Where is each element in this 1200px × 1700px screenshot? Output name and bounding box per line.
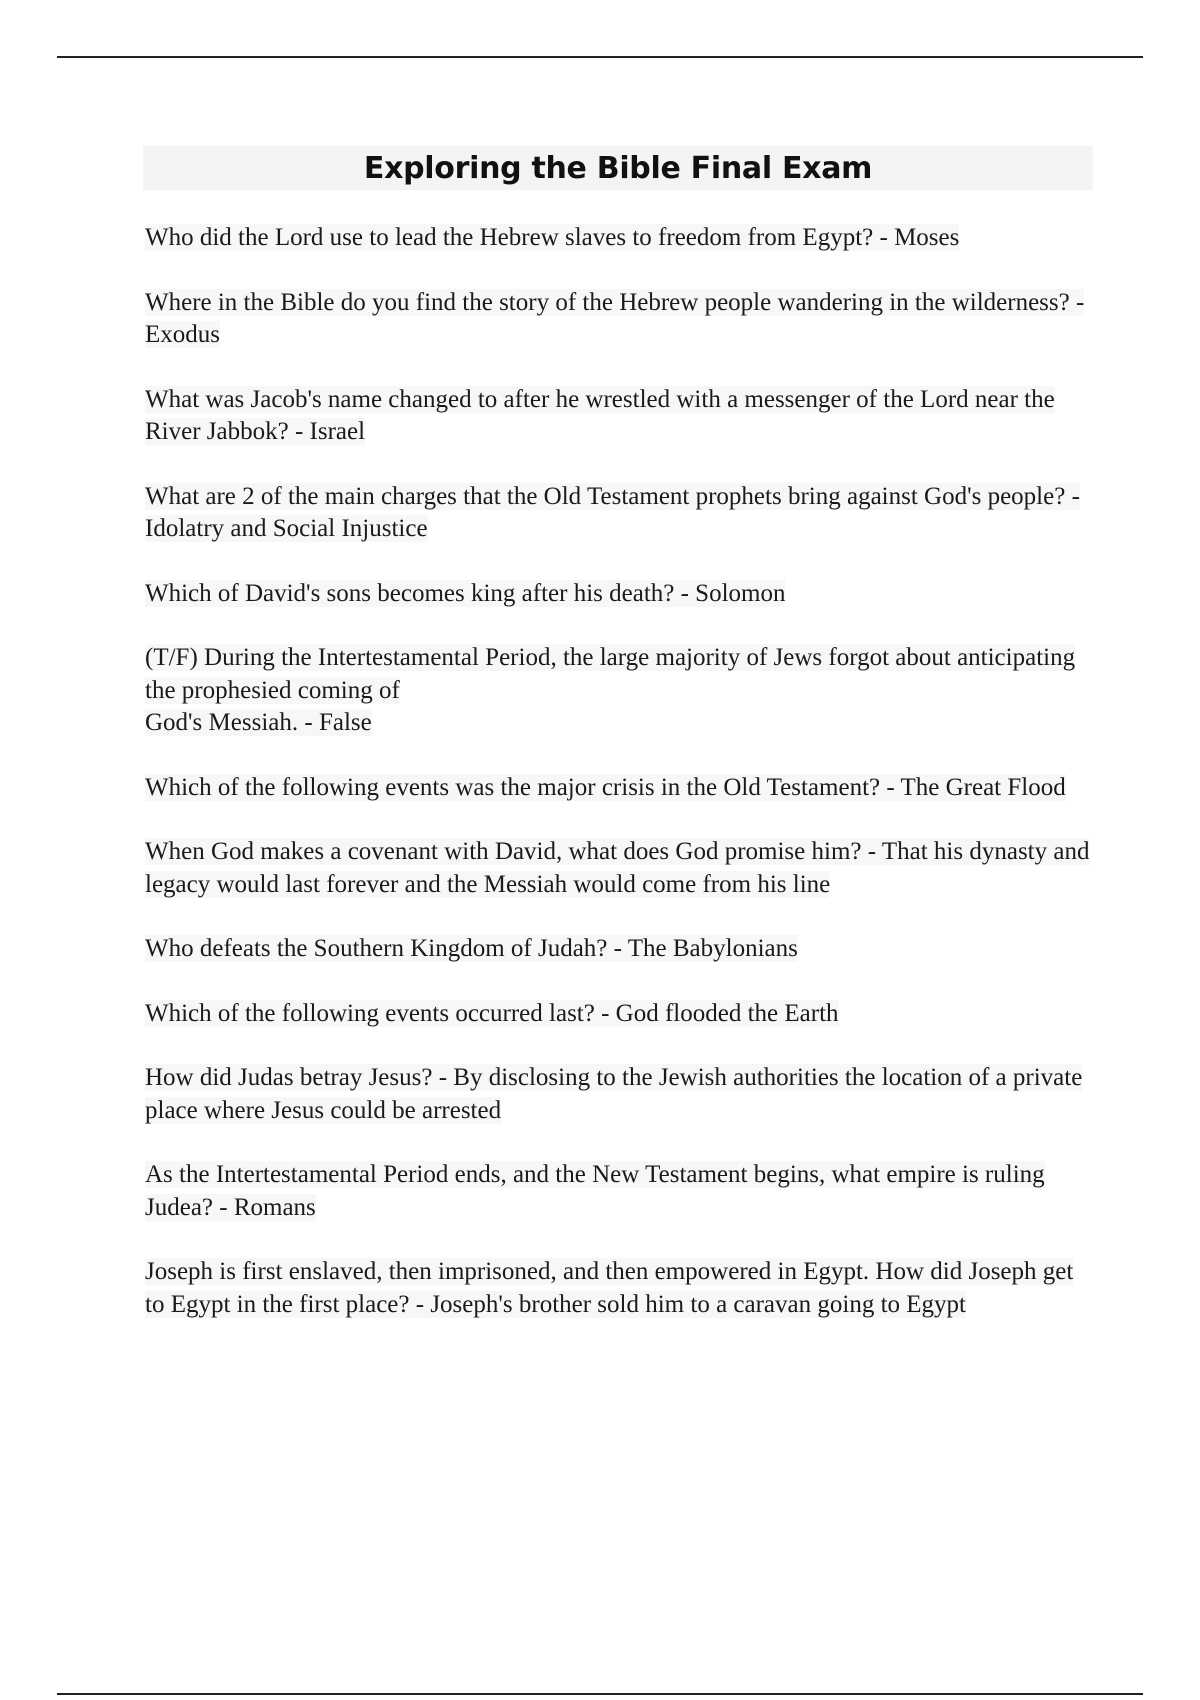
question-item (145, 998, 1090, 1031)
question-item (145, 642, 1090, 740)
question-item (145, 384, 1090, 449)
question-text: As the Intertestamental Period ends, and the New Testament begins, what empire is ruling Judea? - Romans (145, 1161, 1045, 1221)
question-text: How did Judas betray Jesus? - By disclosing to the Jewish authorities the location of a private place where Jesus could be arrested (145, 1064, 1083, 1124)
header-rule (57, 56, 1143, 58)
question-text: (T/F) During the Intertestamental Period, the large majority of Jews forgot about anticipating the prophesied coming of God's Messiah. - False (145, 644, 1076, 736)
question-text: What was Jacob's name changed to after he wrestled with a messenger of the Lord near the River Jabbok? - Israel (145, 385, 1055, 445)
question-item (145, 1062, 1090, 1127)
question-text: Which of the following events was the major crisis in the Old Testament? - The Great Flood (145, 773, 1066, 801)
question-item (145, 1159, 1090, 1224)
question-text: Joseph is first enslaved, then imprisoned, and then empowered in Egypt. How did Joseph get to Egypt in the first place? - Joseph's brother sold him to a caravan going to Egypt (145, 1258, 1074, 1318)
question-list (145, 222, 1090, 1353)
title-bar (143, 146, 1093, 190)
question-text: Who defeats the Southern Kingdom of Judah? - The Babylonians (145, 935, 798, 962)
question-item (145, 578, 1090, 611)
footer-rule (57, 1693, 1143, 1695)
question-item (145, 933, 1090, 966)
question-text: When God makes a covenant with David, what does God promise him? - That his dynasty and legacy would last forever and the Messiah would come from his line (145, 838, 1090, 898)
question-text: What are 2 of the main charges that the Old Testament prophets bring against God's people? - Idolatry and Social Injustice (145, 482, 1080, 542)
question-item (145, 836, 1090, 901)
question-text: Who did the Lord use to lead the Hebrew slaves to freedom from Egypt? - Moses (145, 224, 960, 251)
question-item (145, 222, 1090, 255)
question-item (145, 1256, 1090, 1321)
question-text: Where in the Bible do you find the story of the Hebrew people wandering in the wilderness? - Exodus (145, 288, 1085, 348)
question-text: Which of the following events occurred last? - God flooded the Earth (145, 999, 839, 1027)
question-item (145, 481, 1090, 546)
question-text: Which of David's sons becomes king after his death? - Solomon (145, 579, 786, 607)
question-item (145, 772, 1090, 805)
document-title: Exploring the Bible Final Exam (363, 150, 873, 186)
question-item (145, 287, 1090, 352)
